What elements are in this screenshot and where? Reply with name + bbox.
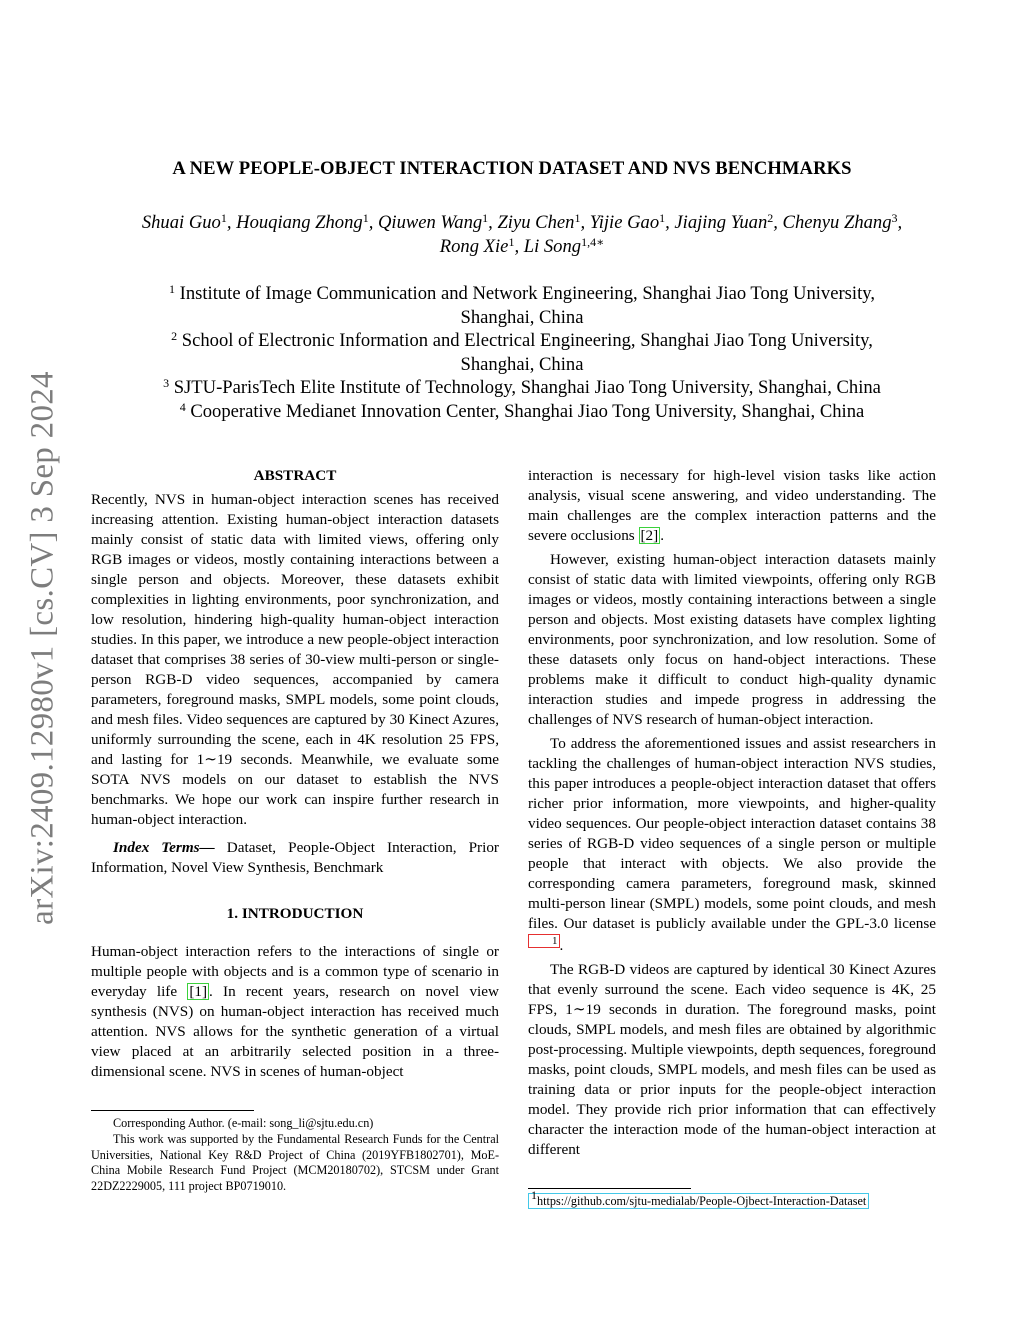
affiliation-list (92, 282, 952, 423)
citation-link[interactable]: [2] (640, 527, 659, 544)
index-terms-label: Index Terms— (113, 839, 215, 856)
author-name: Jiajing Yuan (674, 212, 768, 233)
affil-text: School of Electronic Information and Electrical Engineering, Shanghai Jiao Tong University, (181, 330, 873, 351)
affil-number: 4 (179, 399, 186, 414)
author-affil-num: 1 (362, 211, 369, 225)
dataset-url[interactable]: https://github.com/sjtu-medialab/People-Ojbect-Interaction-Dataset (537, 1194, 867, 1208)
author-affil-num: 1 (508, 235, 515, 249)
affiliation-1-cont: Shanghai, China (460, 306, 584, 328)
corresponding-author-note: Corresponding Author. (e-mail: song_li@sjtu.edu.cn) (113, 1116, 374, 1130)
author-affil-num: 1 (574, 211, 581, 225)
author-name: Houqiang Zhong (236, 212, 363, 233)
paragraph-text: . (660, 527, 665, 544)
author-name: Rong Xie (439, 236, 509, 257)
affiliation-4 (92, 400, 952, 424)
right-footnote (528, 1188, 936, 1210)
author-affil-num: 2 (767, 211, 774, 225)
footnote-rule-left (91, 1110, 254, 1111)
author-line-1: Shuai Guo$^1$, Houqiang Zhong$^1$, Qiuwen Wang$^1$, Ziyu Chen$^1$, Yijie Gao$^1$, Jiajing Yuan$^2$, Chenyu Zhang$^3$, (141, 211, 903, 233)
right-paragraph-1 (528, 466, 936, 546)
citation-link[interactable]: [1] (189, 983, 208, 1000)
affiliation-1 (92, 282, 952, 306)
footnote-number: 1 (531, 1188, 537, 1202)
index-terms (91, 838, 499, 878)
author-list (92, 211, 952, 259)
intro-text-cont: . In recent years, research on novel view synthesis (NVS) on human-object interaction has received much attention. NVS allows for the synthetic generation of a virtual view placed at an arbitrarily selected position in a three-dimensional scene. NVS in scenes of human-object (91, 983, 499, 1080)
footnote-marker-link[interactable]: 1 (528, 934, 560, 948)
paper-title: A NEW PEOPLE-OBJECT INTERACTION DATASET AND NVS BENCHMARKS (172, 158, 852, 179)
right-paragraph-4: The RGB-D videos are captured by identical 30 Kinect Azures that evenly surround the scene. Each video sequence is 4K, 25 FPS, 1∼19 seconds in duration. The foreground masks, point clouds, SMPL models, and mesh files are obtained by algorithmic post-processing. Multiple viewpoints, depth sequences, foreground masks, point clouds, SMPL models, and mesh files can be used as training data or prior inputs for the people-object interaction model. They provide rich prior information that can effectively character the interaction mode of the human-object interaction at different (528, 961, 936, 1158)
affiliation-2 (92, 329, 952, 353)
affil-text: Institute of Image Communication and Network Engineering, Shanghai Jiao Tong University, (179, 283, 875, 304)
intro-text: Human-object interaction refers to the interactions of single or multiple people with objects and is a common type of scenario in everyday life (91, 943, 499, 1000)
intro-paragraph (91, 942, 499, 1082)
paragraph-text: interaction is necessary for high-level vision tasks like action analysis, visual scene answering, and video understanding. The main challenges are the complex interaction patterns and the severe occlusions (528, 467, 936, 544)
affiliation-3 (92, 376, 952, 400)
affil-number: 3 (163, 376, 170, 390)
abstract-heading: ABSTRACT (253, 467, 337, 484)
author-affil-num: 1,4∗ (581, 235, 605, 249)
right-paragraph-2: However, existing human-object interaction datasets mainly consist of static data with limited viewpoints, offering only RGB images or videos, mostly containing interactions between a single person and objects. Most existing datasets have complex lighting environments, poor synchronization, and low resolution. Some of these datasets only focus on hand-object interactions. These problems make it difficult to conduct high-quality dynamic interaction studies and impede progress in addressing the challenges of NVS research of human-object interaction. (528, 551, 936, 728)
right-column (528, 466, 936, 1160)
dataset-url-link[interactable] (528, 1188, 869, 1209)
author-affil-num: 1 (482, 211, 489, 225)
left-column (91, 466, 499, 1082)
paragraph-text: To address the aforementioned issues and assist researchers in tackling the challenges of human-object interaction NVS studies, this paper introduces a people-object interaction dataset that offers richer prior information, more viewpoints, and higher-quality video sequences. Our people-object interaction dataset contains 38 series of RGB-D video sequences of a single person or multiple people that interact with objects. We also provide the corresponding camera parameters, foreground mask, skinned multi-person linear (SMPL) models, some point clouds, and mesh files. Our dataset is publicly available under the GPL-3.0 license (528, 735, 936, 932)
author-name: Qiuwen Wang (378, 212, 483, 233)
author-name: Li Song (523, 236, 582, 257)
affiliation-2-cont: Shanghai, China (460, 353, 584, 375)
right-paragraph-3 (528, 734, 936, 956)
author-line-2: Rong Xie$^1$, Li Song$^{1,4∗}$ (439, 235, 605, 257)
affil-text: Cooperative Medianet Innovation Center, Shanghai Jiao Tong University, Shanghai, China (190, 400, 865, 422)
abstract-text: Recently, NVS in human-object interaction scenes has received increasing attention. Existing human-object interaction datasets mainly consist of static data with limited views, offering only RGB images or videos, mostly containing interactions between a single person and objects. Moreover, these datasets exhibit complexities in lighting environments, poor synchronization, and low resolution, hindering high-quality human-object interaction studies. In this paper, we introduce a new people-object interaction dataset that comprises 38 series of 30-view multi-person or single-person RGB-D video sequences, accompanied by camera parameters, foreground masks, SMPL models, some point clouds, and mesh files. Video sequences are captured by 30 Kinect Azures, uniformly surrounding the scene, each in 4K resolution 25 FPS, and lasting for 1∼19 seconds. Meanwhile, we evaluate some SOTA NVS models on our dataset to establish the NVS benchmarks. We hope our work can inspire further research in human-object interaction. (91, 491, 499, 828)
author-name: Chenyu Zhang (782, 212, 892, 233)
affil-text: SJTU-ParisTech Elite Institute of Technology, Shanghai Jiao Tong University, Shanghai, China (173, 377, 881, 398)
index-terms-text: Dataset, People-Object Interaction, Prior Information, Novel View Synthesis, Benchmark (91, 839, 499, 876)
left-footnotes (91, 1116, 499, 1195)
affil-number: 1 (169, 282, 175, 296)
author-affil-num: 1 (220, 211, 227, 225)
footnote-rule-right (528, 1188, 691, 1189)
author-name: Shuai Guo (141, 212, 221, 233)
paragraph-text: . (559, 937, 564, 954)
funding-note: This work was supported by the Fundamental Research Funds for the Central Universities, National Key R&D Project of China (2019YFB1802701), MoE-China Mobile Research Fund Project (MCM20180702), STCSM under Grant 22DZ2229005, 111 project BP0719010. (91, 1131, 499, 1194)
introduction-heading: 1. INTRODUCTION (226, 905, 364, 922)
author-affil-num: 3 (891, 211, 898, 225)
author-name: Yijie Gao (589, 212, 660, 233)
author-name: Ziyu Chen (497, 212, 575, 233)
affil-number: 2 (171, 329, 178, 343)
arxiv-identifier-stamp: arXiv:2409.12980v1 [cs.CV] 3 Sep 2024 (24, 371, 61, 925)
author-affil-num: 1 (659, 211, 666, 225)
